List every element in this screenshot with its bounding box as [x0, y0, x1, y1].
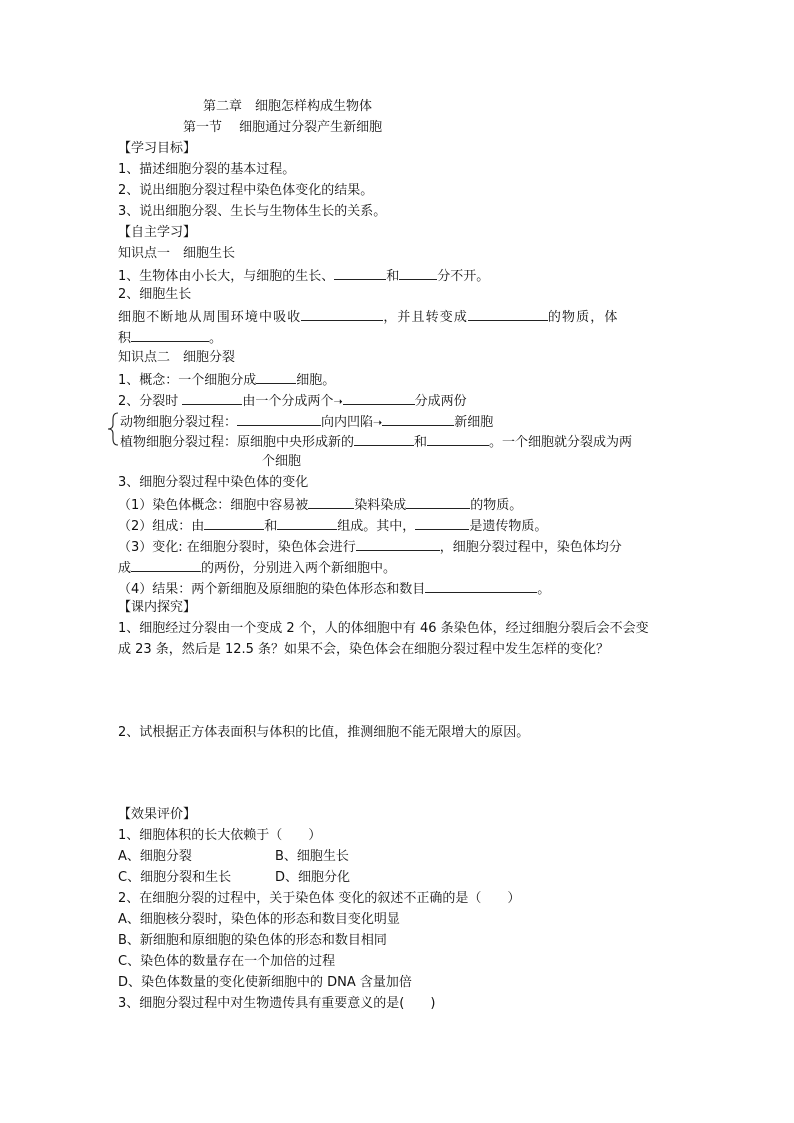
blank[interactable] — [308, 495, 354, 509]
eval-q2-option-b: B、新细胞和原细胞的染色体的形态和数目相同 — [118, 933, 387, 948]
chromosome-composition — [118, 516, 547, 536]
knowledge-point-1-title: 知识点一 细胞生长 — [118, 246, 236, 261]
text: 向内凹陷 — [321, 415, 374, 430]
blank[interactable] — [301, 307, 383, 321]
explore-question-2: 2、试根据正方体表面积与体积的比值，推测细胞不能无限增大的原因。 — [118, 725, 530, 740]
text: 1、生物体由小长大，与细胞的生长、 — [118, 269, 335, 284]
kp1-question-1 — [118, 266, 489, 286]
chromosome-change-cont — [118, 558, 396, 578]
text: 。 — [537, 582, 551, 597]
chromosome-concept — [118, 495, 522, 515]
goals-heading: 【学习目标】 — [118, 141, 197, 156]
text: 成 — [118, 561, 132, 576]
text: 新细胞 — [454, 415, 494, 430]
text: （1）染色体概念：细胞中容易被 — [118, 498, 309, 513]
explore-question-1-cont: 成 23 条，然后是 12.5 条？如果不会，染色体会在细胞分裂过程中发生怎样的变化？ — [118, 642, 610, 657]
evaluation-heading: 【效果评价】 — [118, 807, 197, 822]
kp1-question-2: 2、细胞生长 — [118, 287, 192, 302]
animal-cell-division — [120, 412, 493, 432]
arrow-right-icon: ➝ — [373, 416, 383, 429]
text: 细胞。 — [296, 373, 336, 388]
text: 由一个分成两个 — [242, 394, 334, 409]
text: 和 — [386, 269, 400, 284]
text: 1、概念：一个细胞分成 — [118, 373, 257, 388]
eval-q1-option-c: C、细胞分裂和生长 — [118, 870, 232, 885]
blank[interactable] — [343, 391, 415, 405]
text: 的物质，体 — [547, 310, 619, 325]
text: 染料染成 — [354, 498, 407, 513]
text: 。一个细胞就分裂成为两 — [489, 435, 633, 450]
text: 。 — [209, 331, 223, 346]
blank[interactable] — [415, 516, 469, 530]
text: 和 — [414, 435, 428, 450]
chromosome-result — [118, 579, 550, 599]
kp2-question-1 — [118, 370, 335, 390]
chapter-title: 第二章 细胞怎样构成生物体 — [203, 99, 373, 114]
explore-heading: 【课内探究】 — [118, 600, 197, 615]
text: 的两份，分别进入两个新细胞中。 — [201, 561, 397, 576]
kp1-question-2-text-cont — [118, 328, 222, 348]
goal-item: 1、描述细胞分裂的基本过程。 — [118, 162, 296, 177]
self-study-heading: 【自主学习】 — [118, 225, 197, 240]
text: （2）组成：由 — [118, 519, 205, 534]
text: （3）变化: 在细胞分裂时，染色体会进行 — [118, 540, 356, 555]
blank[interactable] — [334, 266, 386, 280]
chromosome-change — [118, 537, 622, 557]
text: 和 — [264, 519, 278, 534]
eval-q1-option-b: B、细胞生长 — [275, 849, 349, 864]
blank[interactable] — [182, 391, 242, 405]
blank[interactable] — [277, 516, 337, 530]
text: ，并且转变成 — [383, 310, 468, 325]
eval-q1-option-d: D、细胞分化 — [275, 870, 351, 885]
eval-q2-option-c: C、染色体的数量存在一个加倍的过程 — [118, 954, 336, 969]
text: 2、分裂时 — [118, 394, 179, 409]
eval-q2-option-d: D、染色体数量的变化使新细胞中的 DNA 含量加倍 — [118, 975, 412, 990]
eval-question-3: 3、细胞分裂过程中对生物遗传具有重要意义的是( ) — [118, 996, 436, 1011]
eval-question-2: 2、在细胞分裂的过程中，关于染色体 变化的叙述不正确的是（ ） — [118, 891, 521, 906]
text: 动物细胞分裂过程： — [120, 415, 238, 430]
text: 的物质。 — [470, 498, 523, 513]
eval-q2-option-a: A、细胞核分裂时，染色体的形态和数目变化明显 — [118, 912, 400, 927]
blank[interactable] — [406, 495, 470, 509]
blank[interactable] — [427, 432, 489, 446]
blank[interactable] — [354, 432, 414, 446]
blank[interactable] — [131, 558, 201, 572]
plant-cell-division — [120, 432, 632, 452]
arrow-right-icon: ➝ — [333, 395, 343, 408]
eval-question-1: 1、细胞体积的长大依赖于（ ） — [118, 828, 322, 843]
knowledge-point-2-title: 知识点二 细胞分裂 — [118, 350, 236, 365]
kp2-question-3: 3、细胞分裂过程中染色体的变化 — [118, 475, 309, 490]
eval-q1-option-a: A、细胞分裂 — [118, 849, 192, 864]
section-title: 第一节 细胞通过分裂产生新细胞 — [183, 120, 383, 135]
text: 组成。其中， — [337, 519, 416, 534]
text: 细胞不断地从周围环境中吸收 — [118, 310, 302, 325]
blank[interactable] — [237, 412, 321, 426]
blank[interactable] — [468, 307, 548, 321]
blank[interactable] — [425, 579, 537, 593]
blank[interactable] — [131, 328, 209, 342]
plant-cell-division-cont: 个细胞 — [262, 454, 302, 469]
blank[interactable] — [382, 412, 454, 426]
curly-brace-icon — [106, 412, 120, 446]
text: 是遗传物质。 — [469, 519, 548, 534]
explore-question-1: 1、细胞经过分裂由一个变成 2 个，人的体细胞中有 46 条染色体，经过细胞分裂后会不会变 — [118, 621, 649, 636]
blank[interactable] — [256, 370, 296, 384]
blank[interactable] — [399, 266, 437, 280]
text: 植物细胞分裂过程：原细胞中央形成新的 — [120, 435, 355, 450]
blank[interactable] — [356, 537, 440, 551]
text: 分不开。 — [437, 269, 490, 284]
kp1-question-2-text — [118, 307, 618, 327]
kp2-question-2 — [118, 391, 467, 411]
text: ，细胞分裂过程中，染色体均分 — [439, 540, 622, 555]
text: 积 — [118, 331, 132, 346]
text: 分成两份 — [414, 394, 467, 409]
text: （4）结果：两个新细胞及原细胞的染色体形态和数目 — [118, 582, 426, 597]
goal-item: 2、说出细胞分裂过程中染色体变化的结果。 — [118, 183, 374, 198]
goal-item: 3、说出细胞分裂、生长与生物体生长的关系。 — [118, 204, 387, 219]
blank[interactable] — [204, 516, 264, 530]
